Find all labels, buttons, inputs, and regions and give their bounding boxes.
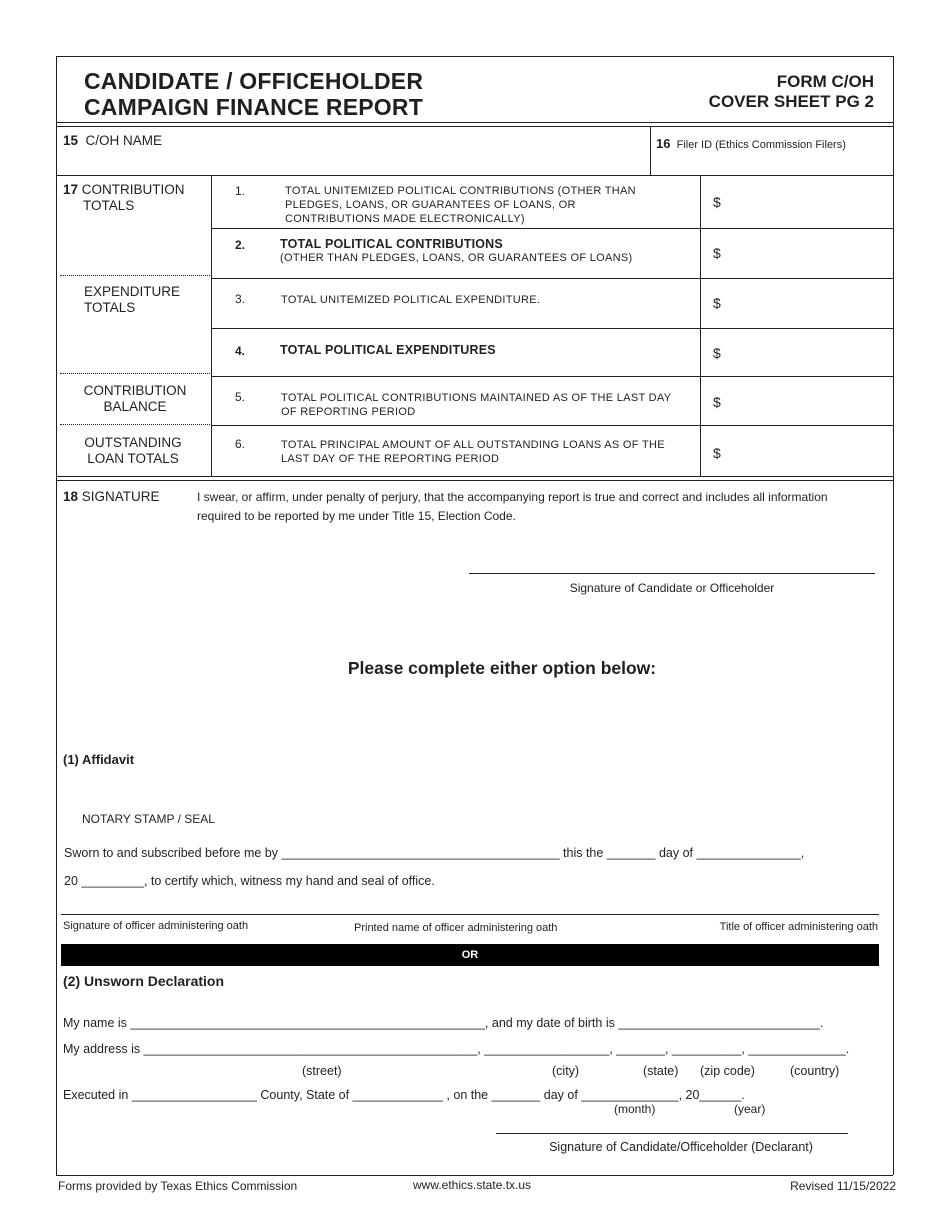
- declarant-signature-caption: Signature of Candidate/Officeholder (Declarant): [549, 1140, 813, 1154]
- row4-number: 4.: [235, 344, 246, 358]
- footer-right: Revised 11/15/2022: [790, 1179, 896, 1193]
- row1-text: [285, 184, 636, 226]
- declarant-signature-line: [496, 1133, 848, 1134]
- cap-zip: (zip code): [700, 1064, 755, 1078]
- footer-center[interactable]: www.ethics.state.tx.us: [413, 1178, 532, 1192]
- form-title: [84, 68, 423, 120]
- row2-amount-field[interactable]: [725, 232, 890, 274]
- form-id-line1: FORM C/OH: [776, 72, 874, 91]
- declaration-address-line: My address is ________________________________________________, __________________, _______, __________, ______________.: [63, 1042, 850, 1056]
- frame-left: [56, 56, 57, 1175]
- row5-line1: TOTAL POLITICAL CONTRIBUTIONS MAINTAINED AS OF THE LAST DAY: [281, 392, 672, 404]
- or-divider: OR: [61, 944, 879, 966]
- contribution-totals-l2: TOTALS: [83, 198, 135, 213]
- cap-officer-title: Title of officer administering oath: [719, 921, 878, 933]
- cap-printed-name: Printed name of officer administering oath: [354, 922, 558, 934]
- signature-num: 18: [63, 489, 79, 504]
- filer-id-field[interactable]: [652, 152, 890, 174]
- declaration-executed-line: Executed in __________________ County, State of _____________ , on the _______ day of ______________, 20______.: [63, 1088, 745, 1102]
- complete-either-heading: Please complete either option below:: [347, 658, 657, 678]
- row3-amount-field[interactable]: [725, 282, 890, 324]
- coh-name-num: 15: [63, 133, 79, 148]
- outstanding-loans-l2: LOAN TOTALS: [87, 451, 179, 466]
- row5-amount-field[interactable]: [725, 380, 890, 421]
- row1-number: 1.: [235, 184, 246, 198]
- row2-text: [280, 237, 633, 265]
- group-contribution-balance: [60, 383, 210, 415]
- coh-name-label: [63, 133, 162, 149]
- row2-number: 2.: [235, 238, 246, 252]
- row5-number: 5.: [235, 390, 246, 404]
- sworn-line: Sworn to and subscribed before me by ________________________________________ this the _______ day of _______________,: [64, 846, 805, 860]
- affidavit-heading: (1) Affidavit: [63, 752, 135, 767]
- row6-number: 6.: [235, 437, 246, 451]
- frame-right: [893, 56, 894, 1175]
- row1-currency: $: [713, 194, 721, 210]
- row6-currency: $: [713, 445, 721, 461]
- frame-bottom: [56, 1175, 893, 1176]
- row1-line3: CONTRIBUTIONS MADE ELECTRONICALLY): [285, 213, 525, 225]
- row2-sub: (OTHER THAN PLEDGES, LOANS, OR GUARANTEES OF LOANS): [280, 252, 633, 264]
- row3-text: TOTAL UNITEMIZED POLITICAL EXPENDITURE.: [281, 294, 541, 306]
- cap-officer-signature: Signature of officer administering oath: [63, 920, 249, 932]
- totals-row1-rule: [211, 228, 893, 229]
- totals-row2-rule: [211, 278, 893, 279]
- form-id: [709, 72, 874, 112]
- row6-line2: LAST DAY OF THE REPORTING PERIOD: [281, 453, 500, 465]
- totals-row5-rule: [211, 425, 893, 426]
- totals-bottom-rule-1: [56, 476, 893, 477]
- row1-line1: TOTAL UNITEMIZED POLITICAL CONTRIBUTIONS (OTHER THAN: [285, 185, 636, 197]
- form-title-line1: CANDIDATE / OFFICEHOLDER: [84, 68, 424, 94]
- row5-currency: $: [713, 394, 721, 410]
- row1-amount-field[interactable]: [725, 180, 890, 224]
- expenditure-totals-l2: TOTALS: [84, 300, 136, 315]
- signature-line: [469, 573, 875, 574]
- row4-amount-field[interactable]: [725, 332, 890, 372]
- header-rule-1: [56, 122, 893, 123]
- contribution-totals-l1: CONTRIBUTION: [81, 182, 185, 197]
- cap-month: (month): [614, 1102, 656, 1116]
- group-divider-2: [60, 373, 210, 374]
- outstanding-loans-l1: OUTSTANDING: [84, 435, 182, 450]
- row1-line2: PLEDGES, LOANS, OR GUARANTEES OF LOANS, OR: [285, 199, 576, 211]
- signature-field[interactable]: [469, 540, 875, 572]
- totals-row3-rule: [211, 328, 893, 329]
- oath-text: [197, 488, 887, 526]
- group-outstanding-loans: [58, 435, 208, 467]
- cap-city: (city): [552, 1064, 580, 1078]
- group-divider-1: [60, 275, 210, 276]
- row4-currency: $: [713, 345, 721, 361]
- row5-text: [281, 391, 671, 419]
- contribution-balance-l2: BALANCE: [103, 399, 167, 414]
- group-expenditure-totals: [84, 284, 180, 316]
- form-id-line2: COVER SHEET PG 2: [708, 92, 874, 111]
- declaration-name-line: My name is ___________________________________________________, and my date of birth is _____________________________.: [63, 1016, 824, 1030]
- row5-line2: OF REPORTING PERIOD: [281, 406, 416, 418]
- signature-caption: Signature of Candidate or Officeholder: [569, 581, 775, 595]
- row2-currency: $: [713, 245, 721, 261]
- row3-number: 3.: [235, 292, 246, 306]
- footer-left: Forms provided by Texas Ethics Commission: [58, 1179, 298, 1193]
- cap-street: (street): [302, 1064, 342, 1078]
- group-divider-3: [60, 424, 210, 425]
- year-line: 20 _________, to certify which, witness my hand and seal of office.: [64, 874, 435, 888]
- declarant-signature-field[interactable]: [496, 1108, 848, 1132]
- filer-id-text: Filer ID (Ethics Commission Filers): [676, 139, 846, 151]
- form-title-line2: CAMPAIGN FINANCE REPORT: [84, 94, 423, 120]
- filer-id-num: 16: [656, 136, 671, 151]
- totals-col2-divider: [700, 175, 701, 477]
- oath-line2: required to be reported by me under Title 15, Election Code.: [197, 509, 516, 523]
- cap-state: (state): [643, 1064, 679, 1078]
- oath-line1: I swear, or affirm, under penalty of perjury, that the accompanying report is true and correct and includes all information: [197, 490, 828, 504]
- declaration-heading: (2) Unsworn Declaration: [63, 973, 225, 989]
- header-rule-2: [56, 126, 893, 127]
- group-contribution-totals: [63, 182, 185, 214]
- row6-line1: TOTAL PRINCIPAL AMOUNT OF ALL OUTSTANDING LOANS AS OF THE: [281, 439, 665, 451]
- signature-label: [63, 489, 160, 505]
- totals-section-num: 17: [63, 182, 79, 197]
- frame-top: [56, 56, 893, 57]
- row2-bold: TOTAL POLITICAL CONTRIBUTIONS: [280, 237, 503, 251]
- affidavit-sig-rule: [61, 914, 879, 915]
- cap-year: (year): [734, 1102, 766, 1116]
- coh-name-text: C/OH NAME: [85, 133, 163, 148]
- totals-col1-divider: [211, 175, 212, 477]
- row15-rule: [56, 175, 893, 176]
- row6-text: [281, 438, 665, 466]
- row6-amount-field[interactable]: [725, 430, 890, 472]
- totals-row4-rule: [211, 376, 893, 377]
- filer-id-divider: [650, 126, 651, 176]
- row4-bold: TOTAL POLITICAL EXPENDITURES: [280, 343, 496, 357]
- row3-currency: $: [713, 295, 721, 311]
- coh-name-field[interactable]: [200, 128, 645, 174]
- contribution-balance-l1: CONTRIBUTION: [83, 383, 187, 398]
- cap-country: (country): [790, 1064, 840, 1078]
- expenditure-totals-l1: EXPENDITURE: [84, 284, 181, 299]
- notary-seal-label: NOTARY STAMP / SEAL: [82, 812, 215, 826]
- totals-bottom-rule-2: [56, 480, 893, 481]
- filer-id-label: [656, 136, 846, 151]
- signature-text: SIGNATURE: [81, 489, 160, 504]
